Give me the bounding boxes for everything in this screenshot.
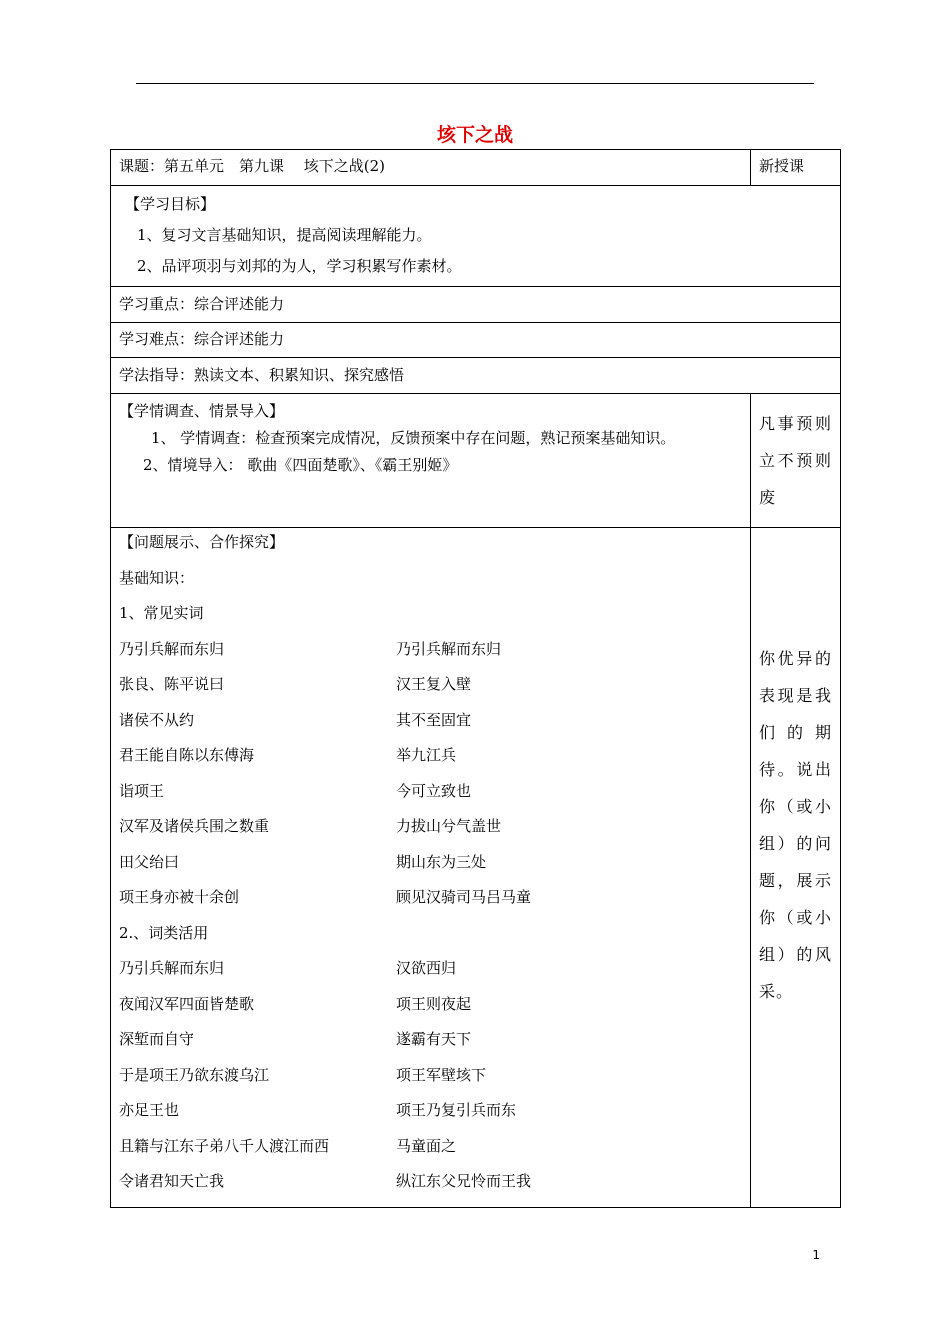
- course-title: 课题：第五单元 第九课 垓下之战(2): [119, 157, 386, 175]
- list-item: 令诸君知天亡我 纵江东父兄怜而王我: [119, 1172, 532, 1190]
- list-item: 乃引兵解而东归 汉欲西归: [119, 959, 457, 977]
- header-rule: [136, 83, 814, 84]
- objectives-row: [111, 186, 841, 287]
- situation-heading: 【学情调查、情景导入】: [119, 402, 285, 420]
- lesson-type: 新授课: [759, 157, 805, 175]
- method-row: [111, 358, 841, 394]
- course-row: [111, 150, 841, 186]
- list-item: 君王能自陈以东傅海 举九江兵: [119, 746, 457, 764]
- list-item: 夜闻汉军四面皆楚歌 项王则夜起: [119, 994, 472, 1013]
- situation-item-2: 2、情境导入： 歌曲《四面楚歌》、《霸王别姬》: [143, 456, 458, 474]
- section-content-words-title: 1、常见实词: [119, 604, 204, 622]
- page-number: 1: [812, 1248, 820, 1262]
- study-method: 学法指导：熟读文本、积累知识、探究感悟: [119, 366, 405, 384]
- section-word-class-title: 2.、词类活用: [119, 923, 209, 942]
- situation-row: [111, 394, 841, 528]
- exploration-row: [111, 528, 841, 1208]
- exploration-side-note: 你优异的表现是我们的期待。说出你（或小组）的问题，展示你（或小组）的风采。: [759, 649, 832, 1001]
- list-item: 汉军及诸侯兵围之数重 力拔山兮气盖世: [119, 817, 502, 835]
- situation-side-note: 凡事预则立不预则废: [759, 414, 832, 507]
- key-point-row: [111, 287, 841, 323]
- lesson-plan-table: [110, 149, 841, 1208]
- situation-item-1: 1、 学情调查：检查预案完成情况，反馈预案中存在问题，熟记预案基础知识。: [151, 429, 676, 447]
- list-item: 诸侯不从约 其不至固宜: [119, 710, 472, 729]
- document-title: 垓下之战: [436, 124, 513, 146]
- list-item: 张良、陈平说曰 汉王复入壁: [119, 675, 472, 693]
- list-item: 诣项王 今可立致也: [119, 781, 472, 800]
- objectives-heading: 【学习目标】: [125, 195, 216, 213]
- difficulty: 学习难点：综合评述能力: [119, 330, 285, 348]
- difficulty-row: [111, 323, 841, 358]
- key-point: 学习重点：综合评述能力: [119, 295, 285, 313]
- list-item: 亦足王也 项王乃复引兵而东: [119, 1101, 517, 1119]
- basic-knowledge-label: 基础知识：: [119, 568, 195, 587]
- list-item: 深堑而自守 遂霸有天下: [119, 1030, 472, 1048]
- exploration-heading: 【问题展示、合作探究】: [119, 533, 285, 551]
- list-item: 项王身亦被十余创 顾见汉骑司马吕马童: [119, 888, 532, 906]
- list-item: 于是项王乃欲东渡乌江 项王军壁垓下: [119, 1065, 487, 1084]
- list-item: 田父绐曰 期山东为三处: [119, 852, 487, 871]
- objective-item-2: 2、品评项羽与刘邦的为人，学习积累写作素材。: [137, 257, 462, 275]
- list-item: 乃引兵解而东归 乃引兵解而东归: [119, 639, 502, 658]
- objective-item-1: 1、复习文言基础知识，提高阅读理解能力。: [137, 226, 432, 244]
- list-item: 且籍与江东子弟八千人渡江而西 马童面之: [119, 1136, 457, 1155]
